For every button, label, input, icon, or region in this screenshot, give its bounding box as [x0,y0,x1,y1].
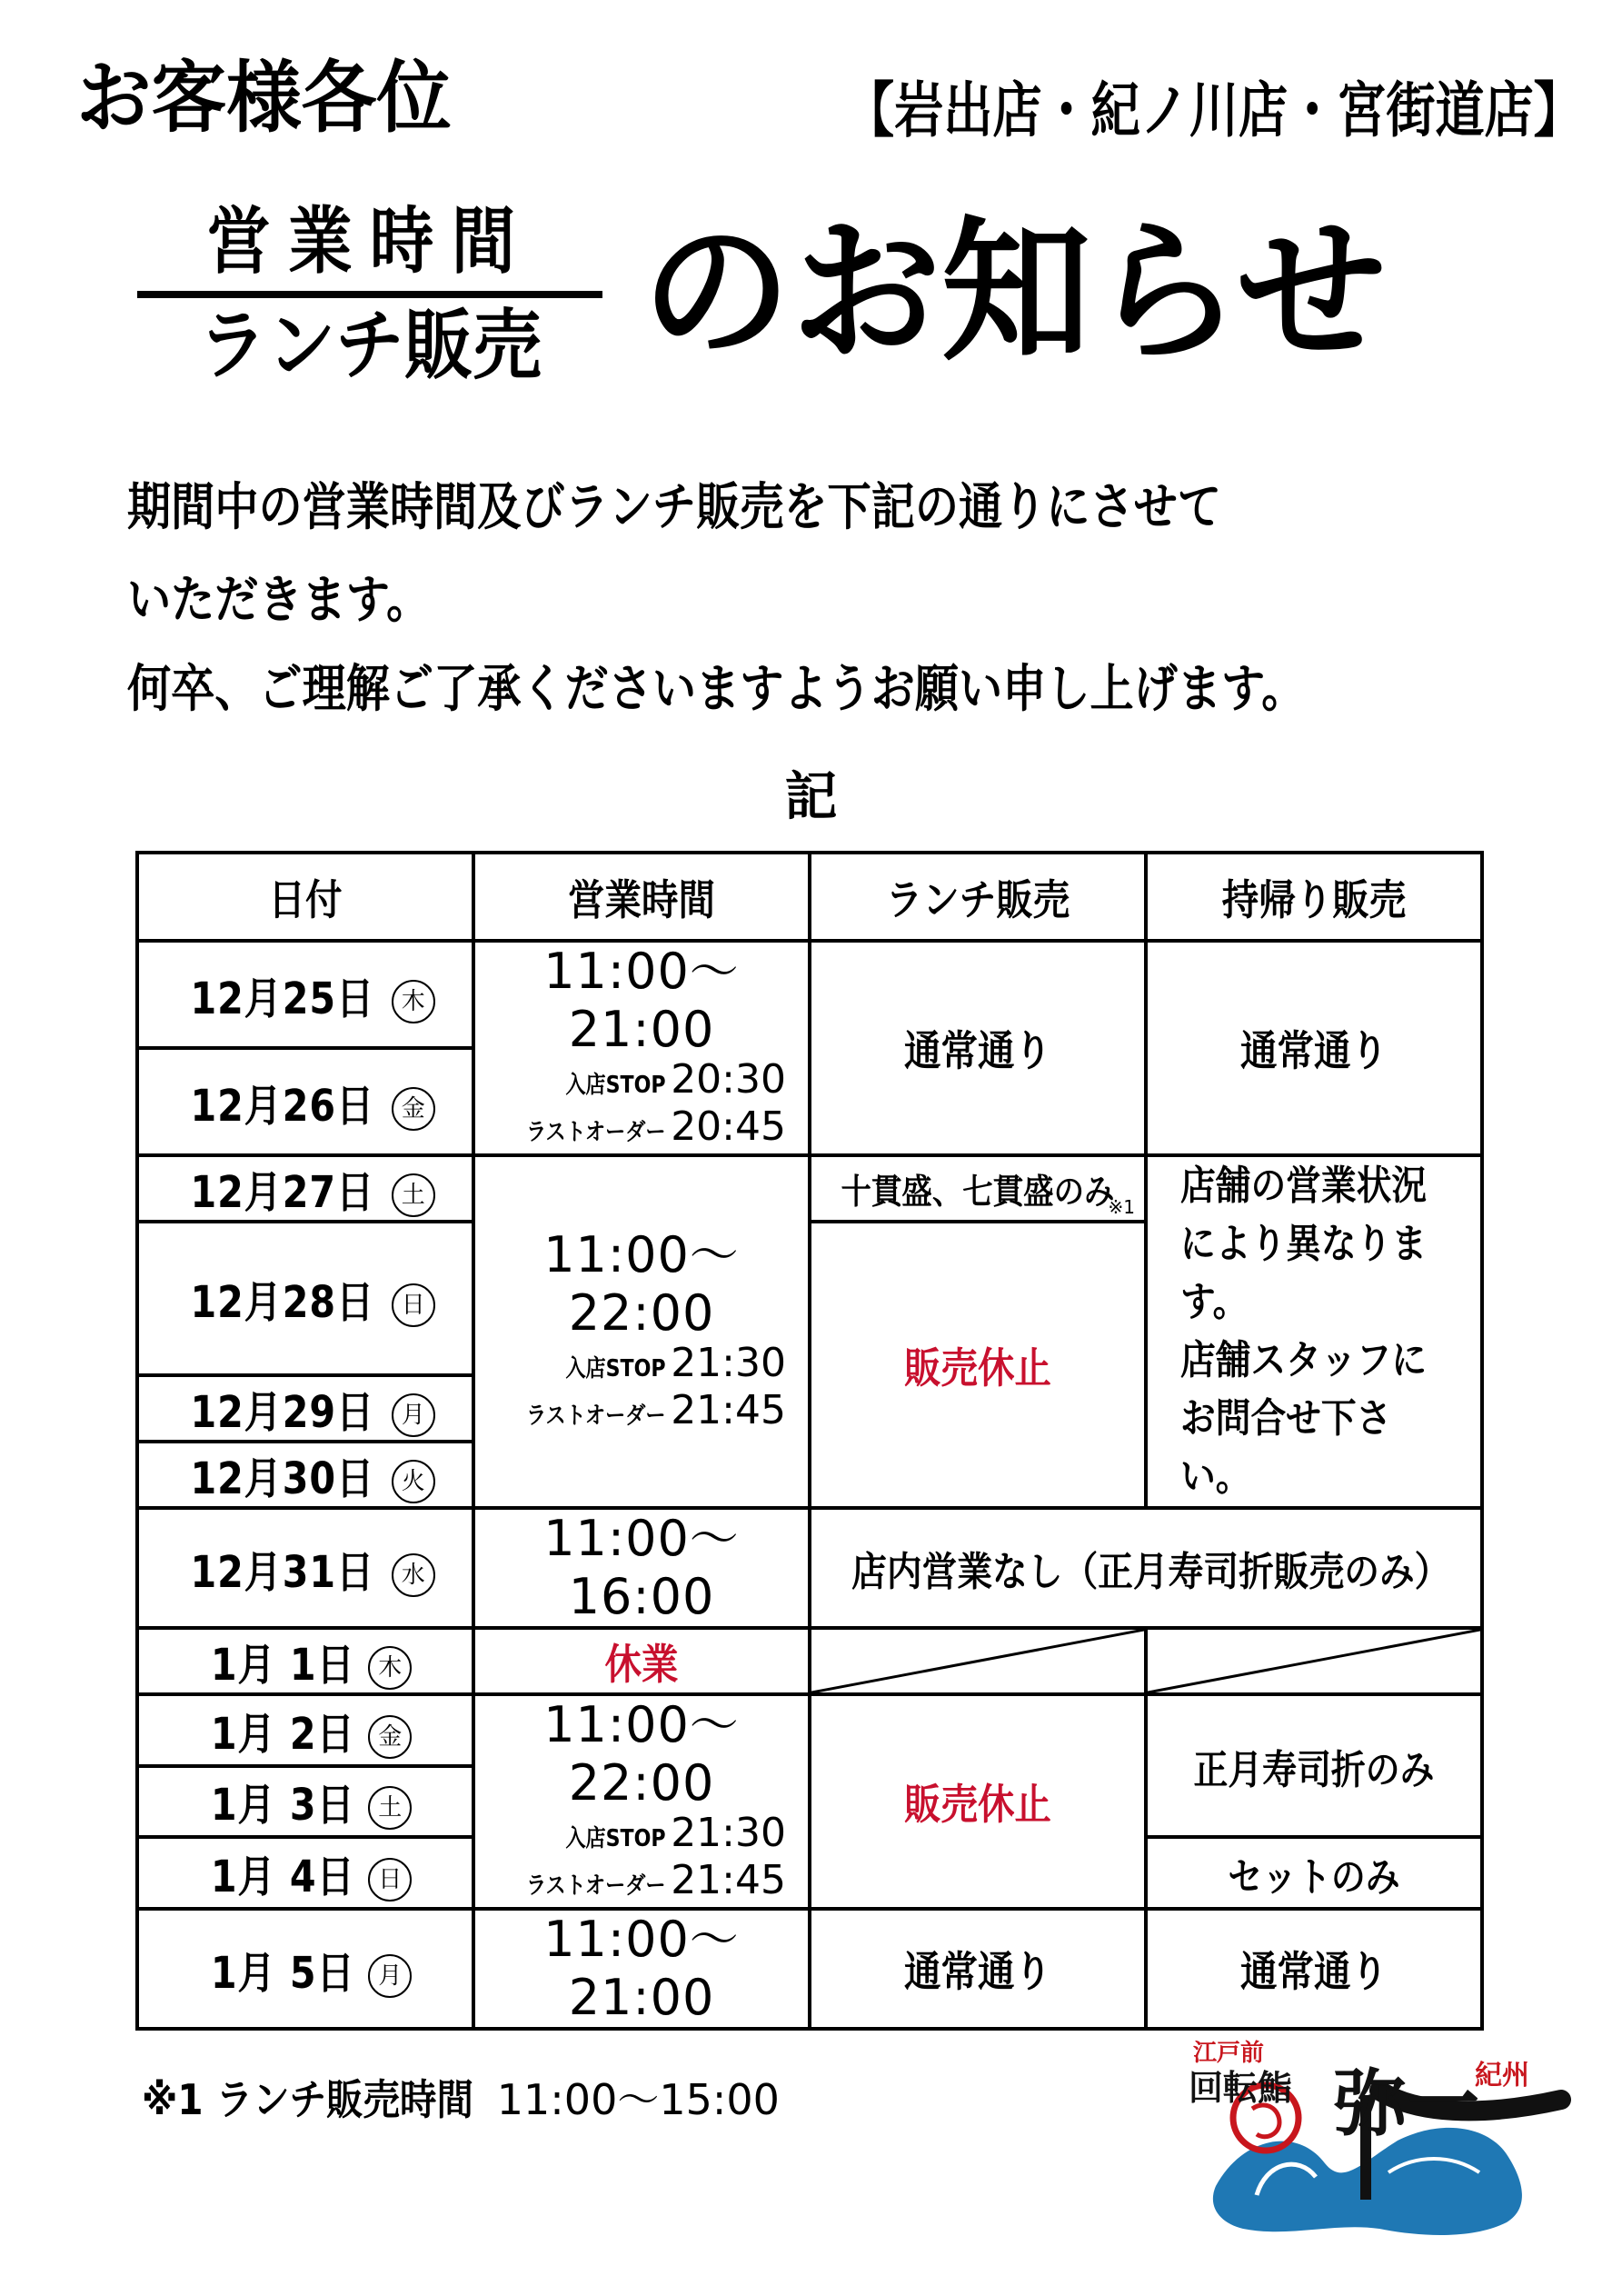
weekday-badge: 木 [368,1646,412,1690]
restaurant-logo [1179,2027,1579,2268]
date-cell: 12月30日 火 [137,1442,473,1508]
subheading-lunch: ランチ販売 [197,301,542,390]
hours-cell: 11:00〜22:00 入店STOP 21:30 ラストオーダー 21:45 [473,1155,810,1508]
body-text-line-2: いただきます。 [127,571,431,630]
takeout-cell: 通常通り [1146,1909,1482,2029]
weekday-badge: 土 [368,1786,412,1830]
table-row [137,1694,1482,1766]
hours-cell: 11:00〜16:00 [473,1508,810,1628]
table-header-row [137,853,1482,941]
weekday-badge: 水 [392,1553,435,1597]
takeout-cell: 正月寿司折のみ [1146,1694,1482,1837]
weekday-badge: 日 [392,1283,435,1327]
date-cell: 1月 2日 金 [137,1694,473,1766]
lunch-cell [810,1694,1146,1909]
weekday-badge: 金 [392,1087,435,1131]
status-closed: 休業 [604,1639,679,1689]
logo-category: 回転鮨 [1189,2068,1293,2108]
schedule-table [135,851,1484,2026]
diagonal-slash-icon [1148,1630,1480,1692]
diagonal-slash-icon [811,1630,1144,1692]
weekday-badge: 木 [392,980,435,1023]
date-cell: 1月 4日 日 [137,1837,473,1909]
footnote-marker: ※1 [1108,1196,1135,1218]
date-cell: 12月31日 水 [137,1508,473,1628]
footnote [142,2074,780,2125]
lunch-takeout-merged-cell: 店内営業なし（正月寿司折販売のみ） [810,1508,1482,1628]
hours-cell: 11:00〜22:00 入店STOP 21:30 ラストオーダー 21:45 [473,1694,810,1909]
date-cell: 1月 3日 土 [137,1766,473,1838]
weekday-badge: 火 [392,1460,435,1503]
footnote-label: ※1 ランチ販売時間 [142,2075,473,2124]
date-cell: 12月29日 月 [137,1375,473,1442]
subheading-block [137,198,602,389]
status-suspended: 販売休止 [904,1780,1051,1829]
status-suspended: 販売休止 [904,1343,1051,1393]
takeout-cell: セットのみ [1146,1837,1482,1909]
logo-name: 弥一 [1334,2061,1479,2146]
hours-cell [473,1628,810,1694]
body-text-line-1: 期間中の営業時間及びランチ販売を下記の通りにさせて [127,478,1221,537]
body-text-line-3: 何卒、ご理解ご了承くださいますようお願い申し上げます。 [127,660,1306,719]
takeout-cell: 通常通り [1146,941,1482,1155]
takeout-cell: 店舗の営業状況 により異なります。 店舗スタッフに お問合せ下さい。 [1146,1155,1482,1508]
footnote-time: 11:00〜15:00 [496,2075,780,2124]
lunch-cell: 通常通り [810,1909,1146,2029]
logo-tagline: 江戸前 [1193,2040,1265,2067]
table-row [137,1628,1482,1694]
date-cell: 1月 5日 月 [137,1909,473,2029]
table-row [137,1155,1482,1222]
date-cell: 1月 1日 木 [137,1628,473,1694]
weekday-badge: 土 [392,1173,435,1217]
date-cell: 12月27日 土 [137,1155,473,1222]
weekday-badge: 金 [368,1715,412,1759]
column-header-lunch: ランチ販売 [810,853,1146,941]
table-row [137,941,1482,1048]
column-header-takeout: 持帰り販売 [1146,853,1482,941]
subheading-hours: 営業時間 [206,199,533,284]
date-cell: 12月25日 木 [137,941,473,1048]
greeting-heading: お客様各位 [76,53,452,144]
column-header-date: 日付 [137,853,473,941]
date-cell: 12月26日 金 [137,1048,473,1155]
date-cell: 12月28日 日 [137,1222,473,1375]
ki-heading: 記 [784,765,838,827]
lunch-cell [810,1222,1146,1508]
takeout-cell-na [1146,1628,1482,1694]
weekday-badge: 月 [368,1954,412,1998]
weekday-badge: 月 [392,1393,435,1437]
notice-title: のお知らせ [642,203,1387,383]
lunch-cell: 十貫盛、七貫盛のみ ※1 [810,1155,1146,1222]
table-row [137,1909,1482,2029]
hours-cell: 11:00〜21:00 入店STOP 20:30 ラストオーダー 20:45 [473,941,810,1155]
hours-cell: 11:00〜21:00 [473,1909,810,2029]
subheading-divider [137,291,602,298]
lunch-cell-na [810,1628,1146,1694]
column-header-hours: 営業時間 [473,853,810,941]
weekday-badge: 日 [368,1858,412,1902]
store-list: 【岩出店・紀ノ川店・宮街道店】 [845,75,1583,145]
lunch-cell: 通常通り [810,941,1146,1155]
table-row [137,1508,1482,1628]
logo-region: 紀州 [1475,2060,1529,2091]
